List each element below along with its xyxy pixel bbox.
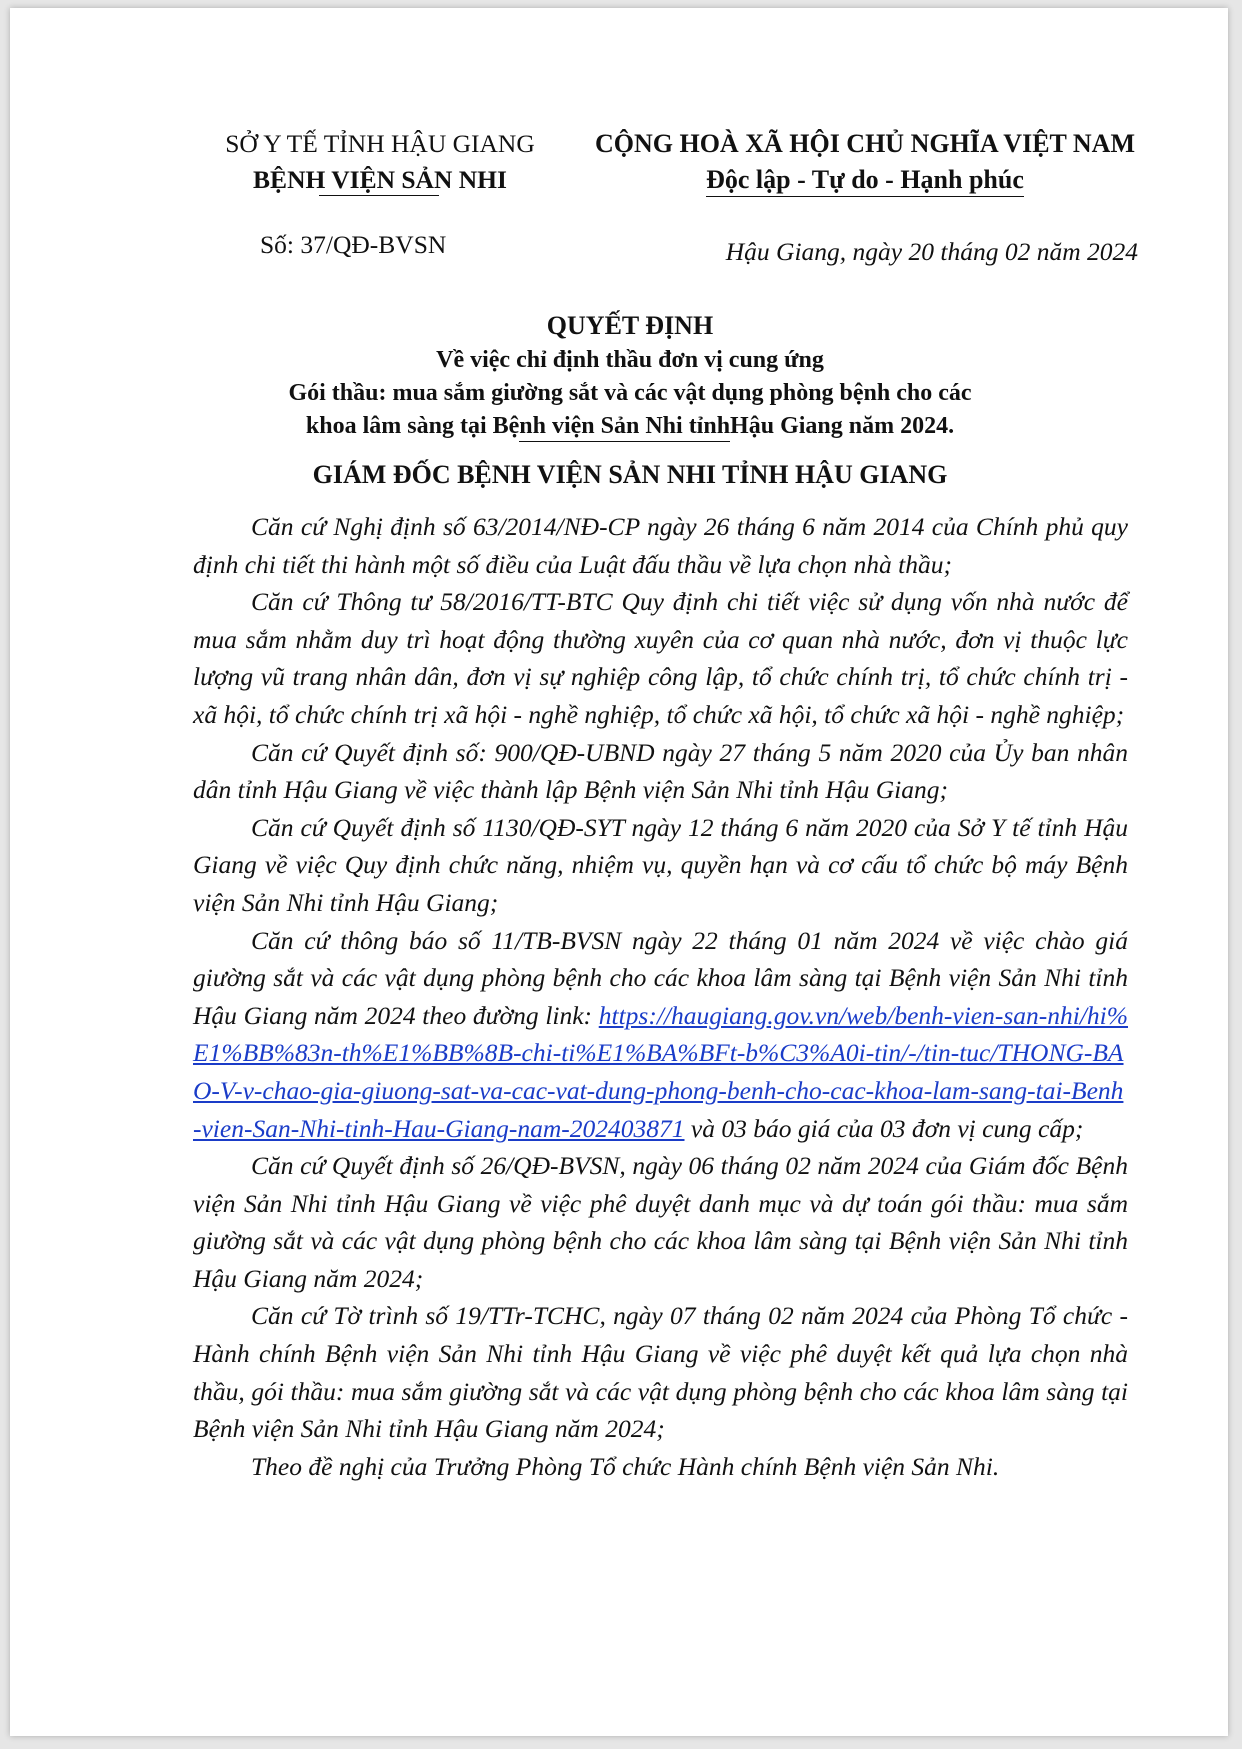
subject-line3-part-b: nh viện Sản Nhi tỉnh bbox=[519, 413, 731, 439]
hospital-underline bbox=[319, 195, 439, 196]
decision-title: QUYẾT ĐỊNH bbox=[546, 311, 714, 340]
legal-basis-paragraph-with-link bbox=[193, 922, 1128, 1148]
hospital-name-text: BỆNH VIỆN SẢN NHI bbox=[253, 165, 507, 194]
document-number: Số: 37/QĐ-BVSN bbox=[260, 230, 447, 259]
subject-line3-part-a: khoa lâm sàng tại Bệ bbox=[305, 413, 520, 439]
announcement-link[interactable]: https://haugiang.gov.vn/web/benh-vien-san-nhi/hi%E1%BB%83n-th%E1%BB%8B-chi-ti%E1%BA%BFt-b%C3%A0i-tin/-/tin-tuc/THONG-BAO-V-v-chao-gia-giuong-sat-va-cac-vat-dung-phong-benh-cho-cac-khoa-lam-sang-tai-Benh-vien-San-Nhi-tinh-Hau-Giang-nam-202403871 bbox=[193, 1000, 1128, 1143]
paragraph-text-before-link: Căn cứ thông báo số 11/TB-BVSN ngày 22 tháng 01 năm 2024 về việc chào giá giường sắt và các vật dụng phòng bệnh cho các khoa lâm sàng tại Bệnh viện Sản Nhi tỉnh Hậu Giang năm 2024 theo đường link: bbox=[193, 925, 1128, 1030]
legal-basis-section bbox=[193, 508, 1128, 1485]
decision-subject-line2: Gói thầu: mua sắm giường sắt và các vật dụng phòng bệnh cho các bbox=[288, 380, 972, 406]
national-motto-text: Độc lập - Tự do - Hạnh phúc bbox=[706, 165, 1024, 194]
decision-subject-line3 bbox=[160, 410, 1100, 443]
subject-line3-part-c: Hậu Giang năm 2024. bbox=[730, 413, 955, 439]
document-page bbox=[10, 8, 1228, 1736]
issuing-authority: GIÁM ĐỐC BỆNH VIỆN SẢN NHI TỈNH HẬU GIANG bbox=[312, 460, 948, 489]
paragraph-text-after-link: và 03 báo giá của 03 đơn vị cung cấp; bbox=[684, 1113, 1084, 1143]
proposal-paragraph: Theo đề nghị của Trưởng Phòng Tổ chức Hành chính Bệnh viện Sản Nhi. bbox=[251, 1451, 1000, 1481]
issuer-header bbox=[190, 126, 570, 198]
subject-underline bbox=[519, 441, 730, 442]
national-motto bbox=[706, 162, 1024, 198]
national-header bbox=[575, 126, 1155, 198]
subject-line3-underlined bbox=[519, 410, 730, 443]
department-name: SỞ Y TẾ TỈNH HẬU GIANG bbox=[225, 129, 535, 158]
motto-underline bbox=[706, 196, 1024, 197]
legal-basis-paragraph: Căn cứ Quyết định số 26/QĐ-BVSN, ngày 06 tháng 02 năm 2024 của Giám đốc Bệnh viện Sản Nhi tỉnh Hậu Giang về việc phê duyệt danh mục và dự toán gói thầu: mua sắm giường sắt và các vật dụng phòng bệnh cho các khoa lâm sàng tại Bệnh viện Sản Nhi tỉnh Hậu Giang năm 2024; bbox=[193, 1151, 1128, 1293]
legal-basis-paragraph: Căn cứ Quyết định số: 900/QĐ-UBND ngày 27 tháng 5 năm 2020 của Ủy ban nhân dân tỉnh Hậu Giang về việc thành lập Bệnh viện Sản Nhi tỉnh Hậu Giang; bbox=[193, 737, 1128, 805]
legal-basis-paragraph: Căn cứ Thông tư 58/2016/TT-BTC Quy định chi tiết việc sử dụng vốn nhà nước để mua sắm nhằm duy trì hoạt động thường xuyên của cơ quan nhà nước, đơn vị thuộc lực lượng vũ trang nhân dân, đơn vị sự nghiệp công lập, tổ chức chính trị, tổ chức chính trị - xã hội, tổ chức chính trị xã hội - nghề nghiệp, tổ chức xã hội, tổ chức xã hội - nghề nghiệp; bbox=[193, 587, 1128, 729]
legal-basis-paragraph: Căn cứ Quyết định số 1130/QĐ-SYT ngày 12 tháng 6 năm 2020 của Sở Y tế tỉnh Hậu Giang về việc Quy định chức năng, nhiệm vụ, quyền hạn và cơ cấu tổ chức bộ máy Bệnh viện Sản Nhi tỉnh Hậu Giang; bbox=[193, 812, 1128, 917]
document-date: Hậu Giang, ngày 20 tháng 02 năm 2024 bbox=[725, 237, 1138, 266]
legal-basis-paragraph: Căn cứ Nghị định số 63/2014/NĐ-CP ngày 26 tháng 6 năm 2014 của Chính phủ quy định chi tiết thi hành một số điều của Luật đấu thầu về lựa chọn nhà thầu; bbox=[193, 512, 1128, 579]
decision-title-block bbox=[160, 308, 1100, 443]
legal-basis-paragraph: Căn cứ Tờ trình số 19/TTr-TCHC, ngày 07 tháng 02 năm 2024 của Phòng Tổ chức - Hành chính Bệnh viện Sản Nhi tỉnh Hậu Giang về việc phê duyệt kết quả lựa chọn nhà thầu, gói thầu: mua sắm giường sắt và các vật dụng phòng bệnh cho các khoa lâm sàng tại Bệnh viện Sản Nhi tỉnh Hậu Giang năm 2024; bbox=[193, 1301, 1128, 1444]
hospital-name bbox=[253, 162, 507, 198]
nation-title: CỘNG HOÀ XÃ HỘI CHỦ NGHĨA VIỆT NAM bbox=[594, 129, 1136, 158]
decision-subject-line1: Về việc chỉ định thầu đơn vị cung ứng bbox=[436, 347, 824, 373]
